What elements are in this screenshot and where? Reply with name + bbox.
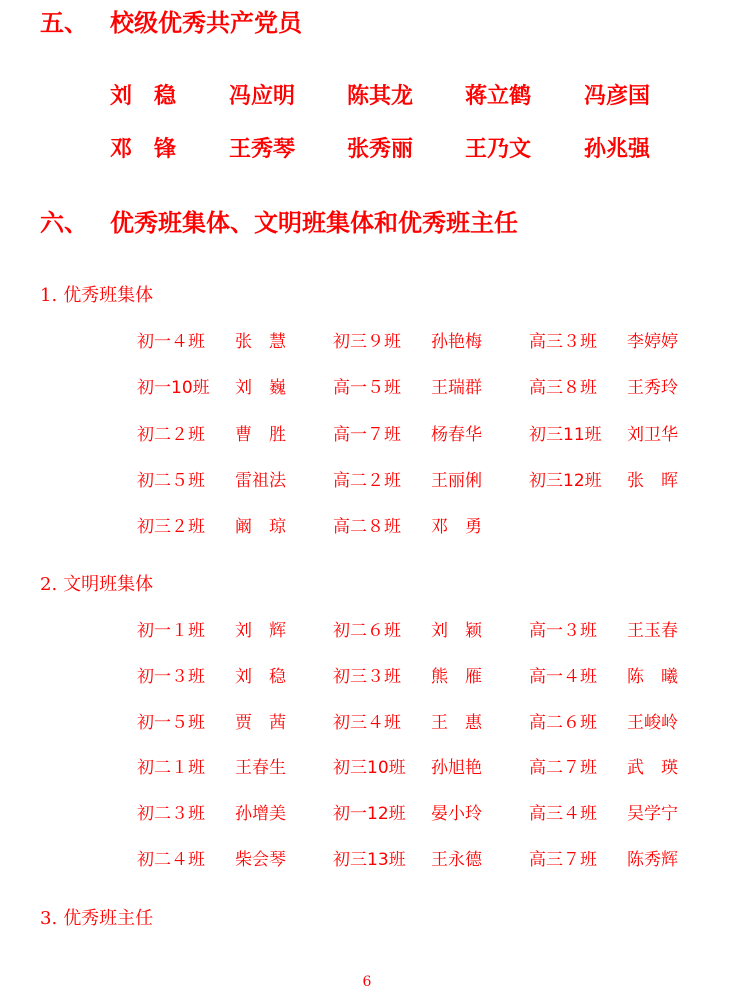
- subsection-3-heading: [40, 907, 153, 931]
- member-name: 刘 稳: [110, 84, 177, 109]
- subsection-2-number: 2.: [40, 574, 58, 595]
- teacher-name: 陈 曦: [627, 666, 678, 687]
- class-name: 初三11班: [529, 424, 602, 445]
- member-name: 王乃文: [465, 137, 532, 162]
- class-name: 初一１班: [137, 621, 205, 641]
- class-name: 高二７班: [529, 758, 597, 779]
- teacher-name: 刘 颖: [431, 621, 482, 641]
- teacher-name: 张 慧: [235, 332, 286, 352]
- member-name: 蒋立鹤: [465, 84, 532, 109]
- teacher-name: 王秀玲: [627, 378, 678, 399]
- class-name: 高三４班: [529, 804, 597, 825]
- teacher-name: 孙艳梅: [431, 332, 482, 352]
- subsection-3-number: 3.: [40, 908, 58, 929]
- teacher-name: 刘 巍: [235, 378, 286, 399]
- class-name: 初二６班: [333, 621, 401, 641]
- teacher-name: 刘 辉: [235, 621, 286, 641]
- teacher-name: 吴学宁: [627, 804, 678, 825]
- teacher-name: 孙旭艳: [431, 758, 482, 779]
- teacher-name: 王永德: [431, 850, 482, 870]
- teacher-name: 刘卫华: [627, 424, 678, 445]
- teacher-name: 武 瑛: [627, 758, 678, 779]
- class-name: 初一10班: [137, 378, 210, 399]
- class-name: 高一３班: [529, 621, 597, 641]
- teacher-name: 王春生: [235, 758, 286, 779]
- class-name: 初二３班: [137, 804, 205, 825]
- subsection-1-title: 优秀班集体: [63, 285, 154, 306]
- teacher-name: 陈秀辉: [627, 850, 678, 870]
- teacher-name: 王瑞群: [431, 378, 482, 399]
- class-name: 高二８班: [333, 517, 401, 538]
- class-name: 高三８班: [529, 378, 597, 399]
- teacher-name: 贾 茜: [235, 712, 286, 733]
- teacher-name: 熊 雁: [431, 666, 482, 687]
- member-name: 陈其龙: [347, 84, 414, 109]
- teacher-name: 柴会琴: [235, 850, 286, 870]
- page-number: 6: [362, 974, 372, 990]
- member-name: 王秀琴: [229, 137, 296, 162]
- class-name: 初三12班: [529, 470, 602, 491]
- section-5-title: 校级优秀共产党员: [110, 9, 302, 37]
- section-6-heading: [40, 208, 518, 238]
- class-name: 初一３班: [137, 666, 205, 687]
- class-name: 高二２班: [333, 470, 401, 491]
- teacher-name: 王峻岭: [627, 712, 678, 733]
- member-name: 冯应明: [229, 84, 296, 109]
- subsection-2-title: 文明班集体: [63, 574, 154, 595]
- class-name: 初三13班: [333, 850, 406, 870]
- class-name: 初三９班: [333, 332, 401, 352]
- class-name: 初二４班: [137, 850, 205, 870]
- subsection-2-heading: [40, 573, 153, 597]
- class-name: 高二６班: [529, 712, 597, 733]
- teacher-name: 张 晖: [627, 470, 678, 491]
- class-name: 初三３班: [333, 666, 401, 687]
- teacher-name: 孙增美: [235, 804, 286, 825]
- member-name: 张秀丽: [347, 137, 414, 162]
- member-name: 邓 锋: [110, 137, 177, 162]
- section-6-number: 六、: [40, 209, 88, 237]
- teacher-name: 李婷婷: [627, 332, 678, 352]
- subsection-1-number: 1.: [40, 285, 58, 306]
- section-6-title: 优秀班集体、文明班集体和优秀班主任: [110, 209, 518, 237]
- teacher-name: 晏小玲: [431, 804, 482, 825]
- class-name: 初二２班: [137, 424, 205, 445]
- class-name: 初三２班: [137, 517, 205, 538]
- class-name: 初二１班: [137, 758, 205, 779]
- teacher-name: 阚 琼: [235, 517, 286, 538]
- class-name: 高一５班: [333, 378, 401, 399]
- teacher-name: 曹 胜: [235, 424, 286, 445]
- class-name: 初一12班: [333, 804, 406, 825]
- class-name: 高一４班: [529, 666, 597, 687]
- subsection-1-heading: [40, 284, 153, 308]
- class-name: 初一４班: [137, 332, 205, 352]
- teacher-name: 王丽俐: [431, 470, 482, 491]
- teacher-name: 雷祖法: [235, 470, 286, 491]
- class-name: 高三３班: [529, 332, 597, 352]
- section-5-number: 五、: [40, 9, 88, 37]
- member-name: 孙兆强: [584, 137, 651, 162]
- teacher-name: 王 惠: [431, 712, 482, 733]
- class-name: 初一５班: [137, 712, 205, 733]
- class-name: 初二５班: [137, 470, 205, 491]
- teacher-name: 王玉春: [627, 621, 678, 641]
- section-5-heading: [40, 8, 302, 38]
- class-name: 高一７班: [333, 424, 401, 445]
- subsection-3-title: 优秀班主任: [63, 908, 154, 929]
- teacher-name: 杨春华: [431, 424, 482, 445]
- class-name: 初三４班: [333, 712, 401, 733]
- teacher-name: 邓 勇: [431, 517, 482, 538]
- teacher-name: 刘 稳: [235, 666, 286, 687]
- class-name: 初三10班: [333, 758, 406, 779]
- class-name: 高三７班: [529, 850, 597, 870]
- member-name: 冯彦国: [584, 84, 651, 109]
